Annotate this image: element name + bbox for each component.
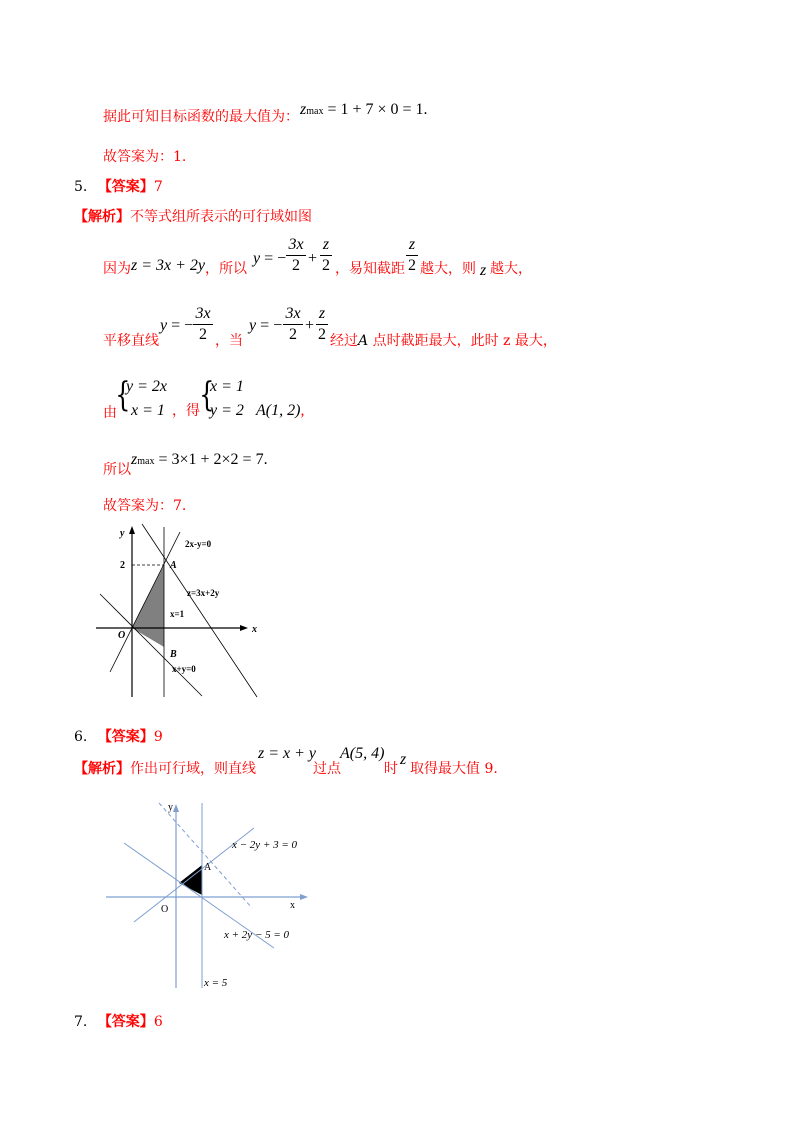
sec5-figure [92, 522, 267, 702]
sec5-l2-a: 平移直线 [103, 333, 159, 349]
sec4-max-formula: zmax = 1 + 7 × 0 = 1. [300, 101, 428, 118]
sec6-feasible-region [179, 865, 202, 895]
sec6-analysis-tag: 【解析】 [74, 761, 130, 777]
sec5-l1-d: 越大，则 [420, 261, 476, 277]
sec7-answer-value: 6 [153, 1014, 163, 1030]
sec6-label-x: x [290, 900, 295, 911]
sec5-answer-value: 7 [153, 179, 163, 195]
sec4-answer-line: 故答案为：1. [103, 149, 187, 165]
sec5-sys1-r1: y = 2x [126, 378, 167, 395]
sec5-l3-b: ，得 [172, 403, 200, 419]
sec5-label-x: x [252, 624, 257, 635]
sec5-l2-frac2: 3x 2 [283, 305, 303, 344]
sec5-l1-e: 越大， [490, 261, 532, 277]
sec5-analysis-tag: 【解析】 [74, 209, 130, 225]
sec6-label-O: O [161, 904, 169, 915]
sec6-t2: 过点 [313, 761, 341, 777]
sec5-l2-frac3: z 2 [318, 305, 326, 343]
sec6-point: A(5, 4) [340, 745, 385, 762]
sec5-label-y: y [120, 528, 125, 539]
sec5-l2-plus: + [305, 317, 315, 334]
sec5-answer-tag: 【答案】 [97, 179, 154, 195]
sec7-number: 7. [74, 1014, 88, 1030]
sec6-answer-tag: 【答案】 [97, 729, 154, 745]
sec5-number: 5. [74, 179, 88, 195]
sec5-feasible-region [132, 565, 164, 647]
sec5-label-2: 2 [120, 560, 125, 571]
sec5-x-arrow [240, 625, 248, 631]
sec7-heading [74, 1013, 163, 1031]
sec5-l3-a: 由 [103, 405, 117, 421]
sec5-l2-lhs1: y = − [160, 317, 194, 334]
sec5-l2-lhs2: y = − [249, 317, 283, 334]
sec5-analysis-text: 不等式组所表示的可行域如图 [130, 209, 312, 225]
sec5-l1-c: ，易知截距 [335, 261, 405, 277]
sec5-label-B: B [170, 649, 177, 660]
sec5-label-line2: z=3x+2y [187, 588, 220, 598]
sec5-y-arrow [129, 526, 135, 534]
sec5-l1-eq: z = 3x + 2y [131, 257, 206, 274]
sec6-x-arrow [300, 894, 308, 900]
sec6-line-objective [159, 803, 252, 908]
sec5-l1-b: ，所以 [205, 261, 247, 277]
sec5-l1-frac-lhs: y = − [253, 250, 287, 267]
sec5-l4-formula: zmax = 3×1 + 2×2 = 7. [131, 451, 268, 468]
sec5-l4-a: 所以 [103, 462, 131, 478]
sec5-analysis [74, 208, 312, 226]
sec5-label-line1: 2x-y=0 [185, 539, 212, 549]
sec5-sys2-brace: { [199, 375, 215, 415]
sec6-heading [74, 728, 163, 746]
sec5-sys2-r1: x = 1 [210, 378, 244, 395]
sec5-l2-c: 经过A 点时截距最大，此时 z 最大， [330, 333, 557, 349]
sec6-t3: 时 [384, 761, 398, 777]
sec6-eq: z = x + y [258, 745, 317, 762]
sec6-number: 6. [74, 729, 88, 745]
sec5-l1-z: z [480, 262, 487, 279]
sec5-l1-frac-z2-b: z 2 [408, 236, 416, 274]
sec5-label-line4: x+y=0 [172, 664, 196, 674]
sec5-l1-plus: + [308, 250, 318, 267]
sec5-label-A: A [170, 560, 177, 571]
sec5-l2-b: ，当 [215, 333, 243, 349]
sec6-label-A: A [204, 862, 212, 873]
sec5-heading [74, 178, 163, 196]
sec6-y-arrow [173, 804, 179, 812]
sec6-label-line2: x + 2y − 5 = 0 [224, 929, 290, 941]
sec5-l1-a: 因为 [103, 261, 131, 277]
sec6-z: z [400, 751, 407, 768]
sec6-label-y: y [168, 802, 173, 813]
sec6-analysis: 【解析】作出可行域，则直线 [74, 761, 256, 777]
sec5-l1-frac-z2: z 2 [322, 236, 330, 274]
sec6-figure [104, 798, 324, 998]
sec5-sys2-r2: y = 2 [210, 402, 244, 419]
sec4-max-text: 据此可知目标函数的最大值为： [103, 109, 299, 125]
sec5-l1-frac-3x2: 3x 2 [286, 236, 306, 275]
sec5-answer-line: 故答案为：7. [103, 498, 187, 514]
sec5-l3-point: A(1, 2), [256, 402, 305, 419]
sec5-sys1-r2: x = 1 [131, 402, 165, 419]
sec6-answer-value: 9 [153, 729, 163, 745]
sec7-answer-tag: 【答案】 [97, 1014, 154, 1030]
sec6-label-line3: x = 5 [204, 977, 228, 989]
sec6-t4: 取得最大值 9. [410, 761, 498, 777]
sec5-label-line3: x=1 [170, 609, 185, 619]
sec6-label-line1: x − 2y + 3 = 0 [232, 839, 298, 851]
sec5-l2-frac1: 3x 2 [193, 305, 213, 344]
sec5-label-O: O [118, 630, 126, 641]
sec5-sys1-brace: { [115, 375, 131, 415]
